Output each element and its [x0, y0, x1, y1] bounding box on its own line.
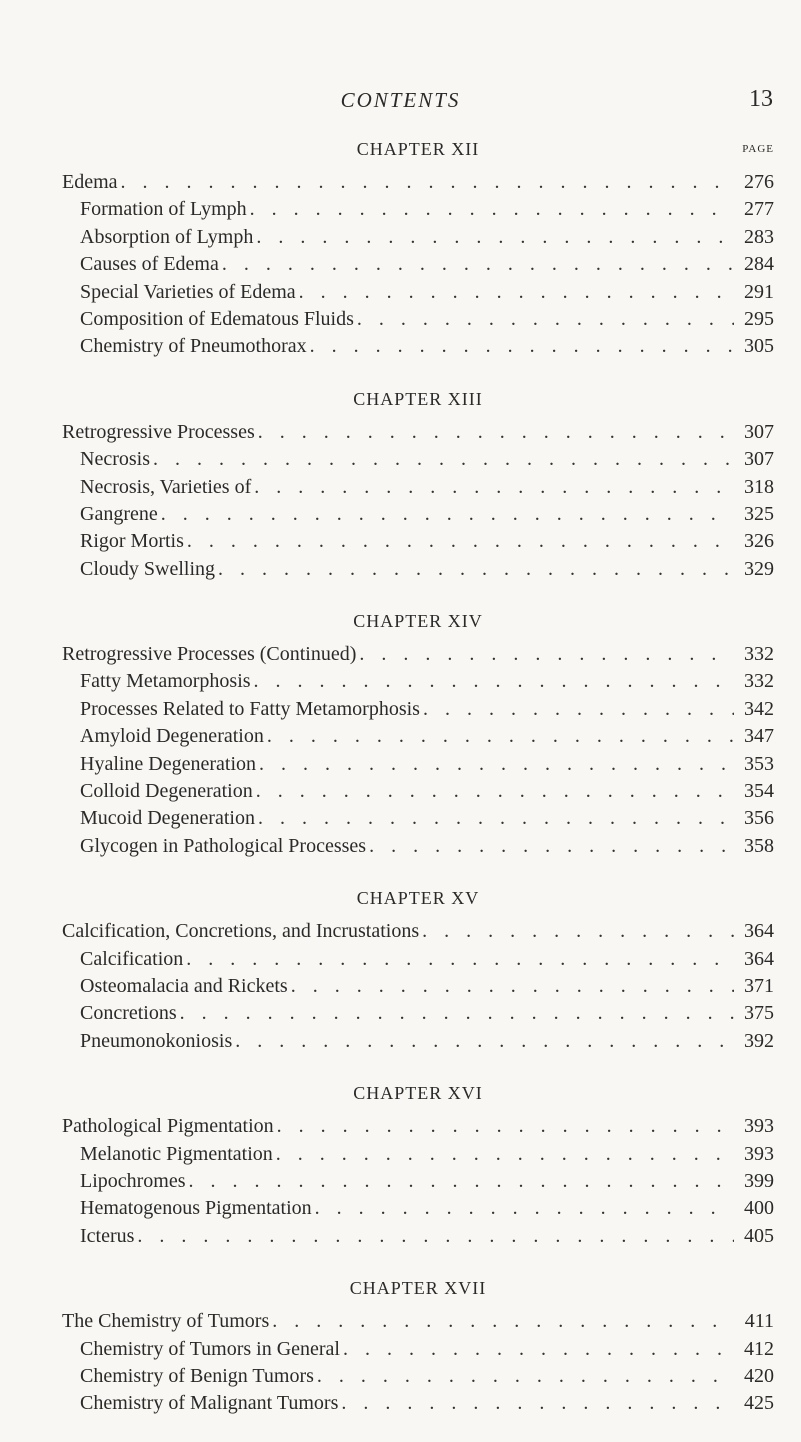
- dot-leader: [258, 419, 734, 446]
- entry-label: Mucoid Degeneration: [80, 807, 255, 830]
- entry-label: Causes of Edema: [80, 253, 219, 276]
- toc-entry: [62, 1363, 774, 1390]
- chapter-section: [62, 1274, 774, 1418]
- toc-entry: [62, 973, 774, 1000]
- dot-leader: [369, 833, 734, 860]
- dot-leader: [121, 169, 734, 196]
- toc-chapter-entry: [62, 419, 774, 446]
- entry-page-number: 420: [744, 1364, 774, 1387]
- chapter-heading: [62, 135, 774, 169]
- entry-label: Calcification, Concretions, and Incrustations: [62, 920, 420, 943]
- toc-entry: [62, 778, 774, 805]
- entry-label: Melanotic Pigmentation: [80, 1142, 273, 1165]
- entry-page-number: 276: [744, 171, 774, 193]
- dot-leader: [259, 751, 734, 778]
- toc-entry: [62, 696, 774, 723]
- entry-page-number: 356: [744, 807, 774, 830]
- chapter-heading: [62, 884, 774, 918]
- toc-entry: [62, 805, 774, 832]
- dot-leader: [291, 973, 734, 1000]
- toc-entry: [62, 556, 774, 583]
- chapter-section: [62, 607, 774, 860]
- dot-leader: [235, 1028, 734, 1055]
- entry-label: Icterus: [80, 1224, 135, 1247]
- table-of-contents: [62, 135, 774, 1442]
- dot-leader: [254, 474, 734, 501]
- dot-leader: [317, 1363, 734, 1390]
- entry-page-number: 400: [744, 1197, 774, 1220]
- entry-page-number: 393: [744, 1142, 774, 1165]
- chapter-section: [62, 385, 774, 583]
- entry-label: Pathological Pigmentation: [62, 1115, 274, 1138]
- chapter-title: CHAPTER XII: [356, 139, 480, 159]
- entry-page-number: 291: [744, 280, 774, 303]
- entry-label: Lipochromes: [80, 1169, 186, 1192]
- entry-page-number: 307: [744, 420, 774, 443]
- entry-label: Hematogenous Pigmentation: [80, 1197, 312, 1220]
- entry-label: Retrogressive Processes (Continued): [62, 643, 357, 666]
- entry-page-number: 392: [744, 1029, 774, 1052]
- toc-entry: [62, 723, 774, 750]
- chapter-title: CHAPTER XVII: [349, 1278, 487, 1299]
- entry-page-number: 393: [744, 1115, 774, 1138]
- entry-label: Fatty Metamorphosis: [80, 670, 251, 693]
- entry-page-number: 325: [744, 502, 774, 525]
- entry-label: Hyaline Degeneration: [80, 752, 257, 775]
- toc-entry: [62, 224, 774, 251]
- entry-label: Retrogressive Processes: [62, 420, 255, 443]
- toc-entry: [62, 751, 774, 778]
- chapter-title: CHAPTER XVI: [353, 1083, 483, 1104]
- entry-label: Chemistry of Tumors in General: [80, 1337, 340, 1360]
- entry-page-number: 295: [744, 307, 774, 330]
- toc-chapter-entry: [62, 641, 774, 668]
- dot-leader: [258, 805, 734, 832]
- chapter-title: CHAPTER XIV: [353, 611, 483, 632]
- entry-label: Necrosis, Varieties of: [80, 475, 252, 498]
- entry-label: Glycogen in Pathological Processes: [80, 834, 367, 857]
- toc-chapter-entry: [62, 918, 774, 945]
- dot-leader: [277, 1113, 734, 1140]
- entry-page-number: 305: [744, 335, 774, 358]
- page-column-label: PAGE: [742, 143, 774, 155]
- entry-label: Rigor Mortis: [80, 530, 184, 553]
- dot-leader: [422, 918, 734, 945]
- chapter-heading: [62, 1274, 774, 1308]
- chapter-title: CHAPTER XV: [356, 888, 480, 909]
- entry-page-number: 283: [744, 225, 774, 248]
- entry-label: Special Varieties of Edema: [80, 280, 296, 303]
- dot-leader: [341, 1390, 734, 1417]
- dot-leader: [187, 528, 734, 555]
- entry-label: Absorption of Lymph: [80, 225, 254, 248]
- dot-leader: [267, 723, 734, 750]
- dot-leader: [359, 641, 734, 668]
- chapter-section: [62, 884, 774, 1055]
- dot-leader: [423, 696, 734, 723]
- toc-entry: [62, 279, 774, 306]
- entry-page-number: 405: [744, 1224, 774, 1247]
- entry-label: Chemistry of Pneumothorax: [80, 335, 307, 358]
- toc-entry: [62, 668, 774, 695]
- entry-page-number: 326: [744, 530, 774, 553]
- dot-leader: [161, 501, 734, 528]
- entry-page-number: 358: [744, 834, 774, 857]
- chapter-heading: [62, 607, 774, 641]
- dot-leader: [218, 556, 734, 583]
- toc-entry: [62, 501, 774, 528]
- entry-page-number: 371: [744, 974, 774, 997]
- dot-leader: [276, 1141, 734, 1168]
- dot-leader: [222, 251, 734, 278]
- toc-chapter-entry: [62, 1308, 774, 1335]
- entry-label: Pneumonokoniosis: [80, 1029, 233, 1052]
- toc-entry: [62, 1141, 774, 1168]
- dot-leader: [315, 1195, 734, 1222]
- entry-label: Calcification: [80, 947, 184, 970]
- entry-label: Chemistry of Benign Tumors: [80, 1364, 314, 1387]
- toc-entry: [62, 306, 774, 333]
- entry-page-number: 354: [744, 780, 774, 803]
- entry-label: Amyloid Degeneration: [80, 725, 264, 748]
- toc-chapter-entry: [62, 169, 774, 196]
- entry-page-number: 277: [744, 198, 774, 221]
- entry-label: Necrosis: [80, 448, 150, 471]
- dot-leader: [153, 446, 734, 473]
- dot-leader: [250, 196, 734, 223]
- entry-page-number: 411: [744, 1310, 774, 1333]
- entry-page-number: 332: [744, 670, 774, 693]
- entry-label: The Chemistry of Tumors: [62, 1310, 270, 1333]
- dot-leader: [256, 224, 734, 251]
- entry-page-number: 347: [744, 725, 774, 748]
- toc-entry: [62, 528, 774, 555]
- dot-leader: [299, 279, 734, 306]
- dot-leader: [272, 1308, 734, 1335]
- running-title: CONTENTS: [340, 88, 461, 112]
- toc-entry: [62, 833, 774, 860]
- dot-leader: [343, 1336, 734, 1363]
- entry-page-number: 412: [744, 1337, 774, 1360]
- dot-leader: [186, 946, 734, 973]
- dot-leader: [256, 778, 734, 805]
- toc-entry: [62, 474, 774, 501]
- dot-leader: [310, 333, 734, 360]
- toc-entry: [62, 1195, 774, 1222]
- dot-leader: [189, 1168, 734, 1195]
- entry-page-number: 425: [744, 1392, 774, 1415]
- dot-leader: [254, 668, 734, 695]
- entry-label: Formation of Lymph: [80, 198, 247, 221]
- entry-page-number: 364: [744, 947, 774, 970]
- dot-leader: [180, 1000, 734, 1027]
- toc-entry: [62, 1390, 774, 1417]
- toc-entry: [62, 333, 774, 360]
- entry-label: Composition of Edematous Fluids: [80, 307, 354, 330]
- entry-page-number: 329: [744, 557, 774, 580]
- chapter-heading: [62, 1079, 774, 1113]
- toc-entry: [62, 946, 774, 973]
- entry-label: Cloudy Swelling: [80, 557, 216, 580]
- entry-page-number: 284: [744, 253, 774, 276]
- entry-label: Osteomalacia and Rickets: [80, 974, 288, 997]
- entry-page-number: 318: [744, 475, 774, 498]
- entry-page-number: 342: [744, 697, 774, 720]
- toc-entry: [62, 251, 774, 278]
- entry-label: Chemistry of Malignant Tumors: [80, 1392, 339, 1415]
- entry-label: Colloid Degeneration: [80, 780, 253, 803]
- chapter-section: [62, 135, 774, 361]
- entry-page-number: 375: [744, 1002, 774, 1025]
- toc-entry: [62, 1000, 774, 1027]
- toc-entry: [62, 1028, 774, 1055]
- entry-label: Gangrene: [80, 502, 158, 525]
- entry-page-number: 353: [744, 752, 774, 775]
- chapter-title: CHAPTER XIII: [353, 388, 483, 409]
- toc-entry: [62, 1168, 774, 1195]
- running-head: [0, 86, 801, 116]
- entry-page-number: 307: [744, 448, 774, 471]
- page-number: 13: [749, 86, 773, 112]
- entry-label: Processes Related to Fatty Metamorphosis: [80, 697, 420, 720]
- toc-chapter-entry: [62, 1113, 774, 1140]
- dot-leader: [137, 1223, 734, 1250]
- entry-page-number: 332: [744, 643, 774, 666]
- toc-entry: [62, 1223, 774, 1250]
- entry-label: Concretions: [80, 1002, 177, 1025]
- dot-leader: [357, 306, 734, 333]
- entry-label: Edema: [62, 171, 118, 193]
- chapter-section: [62, 1079, 774, 1250]
- entry-page-number: 364: [744, 920, 774, 943]
- chapter-heading: [62, 385, 774, 419]
- toc-entry: [62, 196, 774, 223]
- toc-entry: [62, 446, 774, 473]
- toc-entry: [62, 1336, 774, 1363]
- entry-page-number: 399: [744, 1169, 774, 1192]
